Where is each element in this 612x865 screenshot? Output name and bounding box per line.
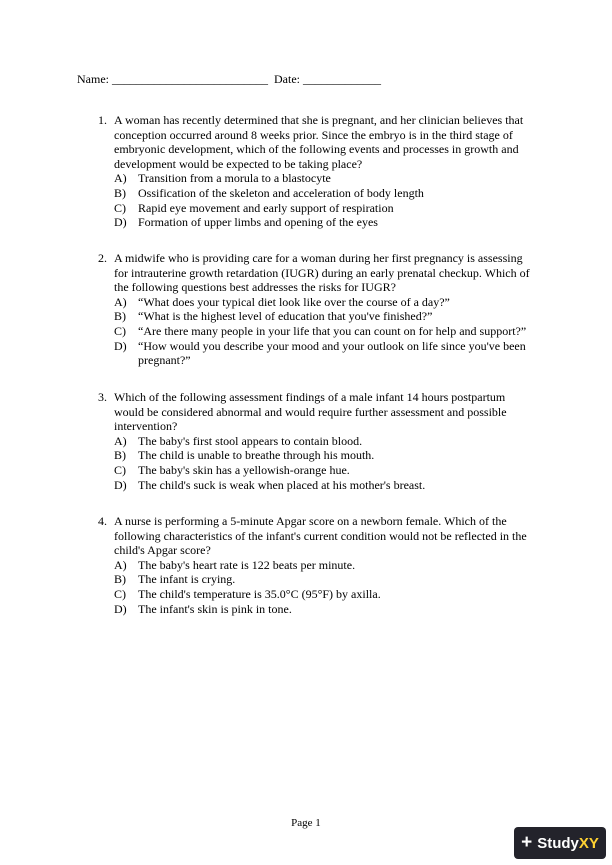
option-text: The infant is crying. [138,572,236,587]
option-letter: D) [114,601,127,616]
option-d [114,215,536,230]
question-2 [98,251,536,368]
option-letter: A) [114,171,127,186]
question-4 [98,514,536,616]
option-letter: C) [114,586,126,601]
option-letter: B) [114,448,126,463]
studyxy-logo [514,827,606,859]
option-b [114,186,536,201]
question-stem: Which of the following assessment findings of a male infant 14 hours postpartum would be considered abnormal and would require further assessment and possible intervention? [114,390,507,434]
option-letter: B) [114,309,126,324]
date-blank: _____________ [303,72,381,86]
option-letter: A) [114,433,127,448]
option-letter: A) [114,294,127,309]
question-1 [98,113,536,230]
question-stem: A woman has recently determined that she is pregnant, and her clinician believes that conception occurred around 8 weeks prior. Since the embryo is in the third stage of embryonic development, which of the following events and processes in growth and development would be expected to be taking place? [114,113,524,171]
option-text: Rapid eye movement and early support of respiration [138,200,394,215]
option-letter: A) [114,557,127,572]
option-b [114,448,536,463]
option-text: The baby's heart rate is 122 beats per minute. [138,557,356,572]
question-number: 2. [98,251,107,265]
option-c [114,587,536,602]
question-number: 4. [98,514,107,528]
page-number: Page 1 [291,817,321,829]
logo-text-accent: XY [578,834,599,852]
option-letter: C) [114,323,126,338]
option-text: Ossification of the skeleton and acceleration of body length [138,185,424,200]
question-number: 1. [98,113,107,127]
question-stem: A nurse is performing a 5-minute Apgar score on a newborn female. Which of the following characteristics of the infant's current condition would not be reflected in the child's Apgar score? [114,514,527,558]
option-text: The baby's skin has a yellowish-orange hue. [138,462,350,477]
option-a [114,295,536,310]
option-a [114,558,536,573]
option-text: “Are there many people in your life that you can count on for help and support?” [138,323,527,338]
option-text: Transition from a morula to a blastocyte [138,171,331,186]
question-stem: A midwife who is providing care for a woman during her first pregnancy is assessing for intrauterine growth retardation (IUGR) during an early prenatal checkup. Which of the following questions best addresses the risks for IUGR? [114,251,530,295]
option-text: “What is the highest level of education that you've finished?” [138,309,433,324]
option-d [114,339,536,368]
option-c [114,463,536,478]
option-text: The baby's first stool appears to contain blood. [138,433,363,448]
header-line [77,72,381,87]
option-letter: B) [114,572,126,587]
option-c [114,324,536,339]
option-b [114,309,536,324]
plus-icon: + [521,831,533,853]
option-letter: B) [114,185,126,200]
option-text: The child's suck is weak when placed at his mother's breast. [138,477,426,492]
option-letter: D) [114,477,127,492]
option-text: The child is unable to breathe through his mouth. [138,448,375,463]
option-letter: D) [114,338,127,353]
question-3 [98,390,536,492]
option-a [114,171,536,186]
option-d [114,602,536,617]
option-b [114,572,536,587]
name-blank: __________________________ [112,72,268,86]
option-d [114,478,536,493]
date-label: Date: [274,72,300,86]
logo-text-main: Study [537,834,579,852]
option-letter: D) [114,215,127,230]
option-text: Formation of upper limbs and opening of the eyes [138,215,378,230]
option-text: “How would you describe your mood and your outlook on life since you've been pregnant?” [138,338,526,368]
logo-wordmark [537,835,599,852]
name-label: Name: [77,72,109,86]
option-text: The child's temperature is 35.0°C (95°F) by axilla. [138,586,381,601]
option-text: “What does your typical diet look like over the course of a day?” [138,294,450,309]
option-letter: C) [114,462,126,477]
option-c [114,201,536,216]
option-text: The infant's skin is pink in tone. [138,601,292,616]
option-letter: C) [114,200,126,215]
option-a [114,434,536,449]
question-number: 3. [98,390,107,404]
